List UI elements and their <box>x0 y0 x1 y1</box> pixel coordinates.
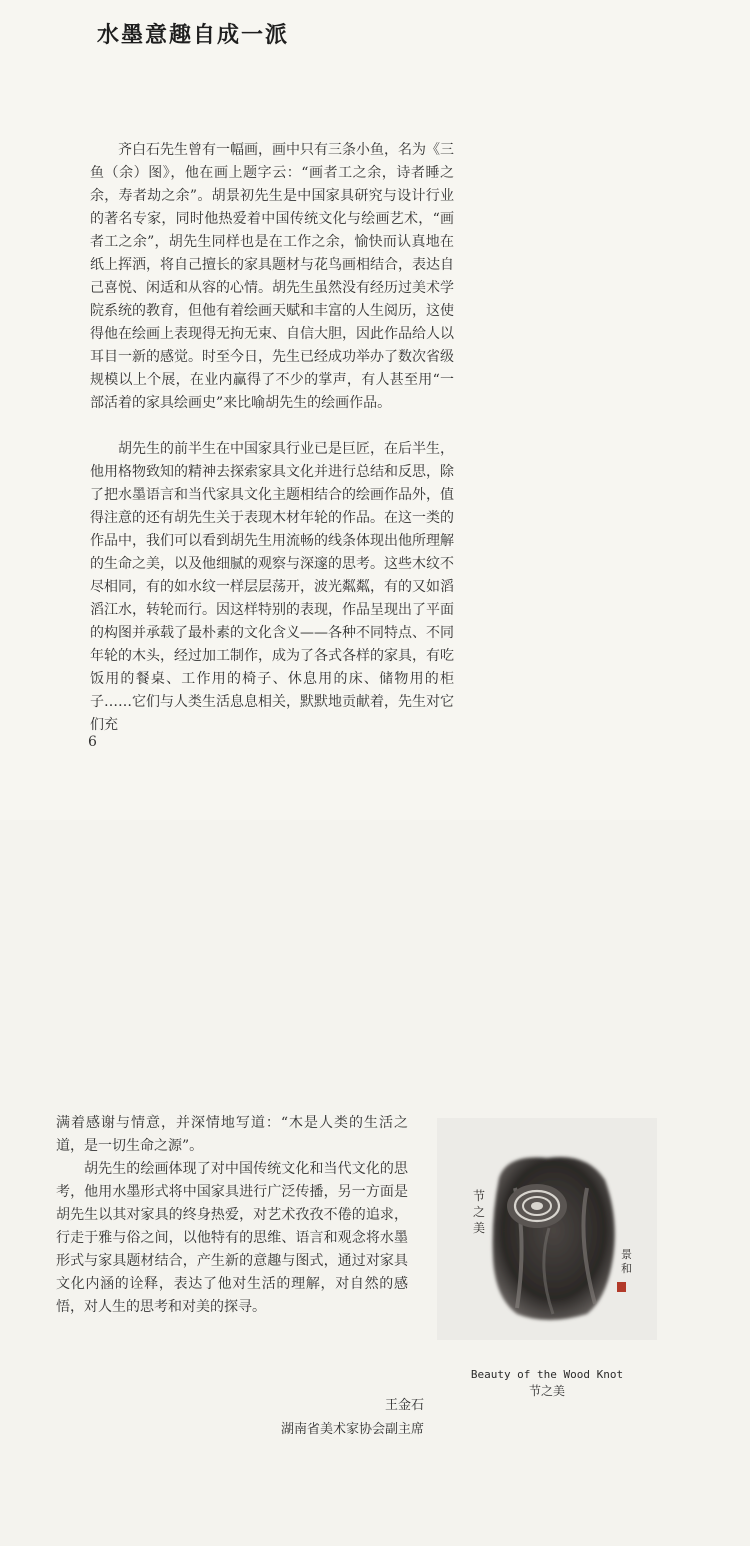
artwork-caption <box>437 1366 657 1400</box>
article-body-top <box>90 116 454 760</box>
caption-chinese: 节之美 <box>528 1384 565 1398</box>
author-signature <box>244 1394 424 1442</box>
signature-text: 景和 <box>621 1248 632 1275</box>
paragraph: 齐白石先生曾有一幅画，画中只有三条小鱼，名为《三鱼（余）图》，他在画上题字云：“画者工之余，诗者睡之余，寿者劫之余”。胡景初先生是中国家具研究与设计行业的著名专家，同时他热爱着中国传统文化与绘画艺术，“画者工之余”，胡先生同样也是在工作之余，愉快而认真地在纸上挥洒，将自己擅长的家具题材与花鸟画相结合，表达自己喜悦、闲适和从容的心情。胡先生虽然没有经历过美术学院系统的教育，但他有着绘画天赋和丰富的人生阅历，这使得他在绘画上表现得无拘无束、自信大胆，因此作品给人以耳目一新的感觉。时至今日，先生已经成功举办了数次省级规模以上个展，在业内赢得了不少的掌声，有人甚至用“一部活着的家具绘画史”来比喻胡先生的绘画作品。 <box>90 142 454 411</box>
article-body-bottom <box>56 1112 408 1319</box>
author-title: 湖南省美术家协会副主席 <box>280 1422 424 1437</box>
author-name: 王金石 <box>384 1398 424 1413</box>
seal-stamp <box>617 1282 626 1292</box>
ink-painting-illustration <box>437 1118 657 1340</box>
paragraph: 胡先生的绘画体现了对中国传统文化和当代文化的思考，他用水墨形式将中国家具进行广泛传播，另一方面是胡先生以其对家具的终身热爱，对艺术孜孜不倦的追求，行走于雅与俗之间，以他特有的思维、语言和观念将水墨形式与家具题材结合，产生新的意趣与图式，通过对家具文化内涵的诠释，表达了他对生活的理解，对自然的感悟，对人生的思考和对美的探寻。 <box>56 1161 408 1315</box>
inscription-text: 节之美 <box>473 1189 486 1235</box>
wood-knot-painting <box>437 1118 657 1340</box>
paragraph: 满着感谢与情意，并深情地写道：“木是人类的生活之道，是一切生命之源”。 <box>56 1115 408 1154</box>
paragraph: 胡先生的前半生在中国家具行业已是巨匠，在后半生，他用格物致知的精神去探索家具文化并进行总结和反思，除了把水墨语言和当代家具文化主题相结合的绘画作品外，值得注意的还有胡先生关于表现木材年轮的作品。在这一类的作品中，我们可以看到胡先生用流畅的线条体现出他所理解的生命之美，以及他细腻的观察与深邃的思考。这些木纹不尽相同，有的如水纹一样层层荡开，波光粼粼，有的又如滔滔江水，转轮而行。因这样特别的表现，作品呈现出了平面的构图并承载了最朴素的文化含义——各种不同特点、不同年轮的木头，经过加工制作，成为了各式各样的家具，有吃饭用的餐桌、工作用的椅子、休息用的床、储物用的柜子……它们与人类生活息息相关，默默地贡献着，先生对它们充 <box>90 441 454 733</box>
page-number: 6 <box>88 734 97 750</box>
article-title: 水墨意趣自成一派 <box>97 23 290 48</box>
caption-english: Beauty of the Wood Knot <box>470 1368 624 1381</box>
